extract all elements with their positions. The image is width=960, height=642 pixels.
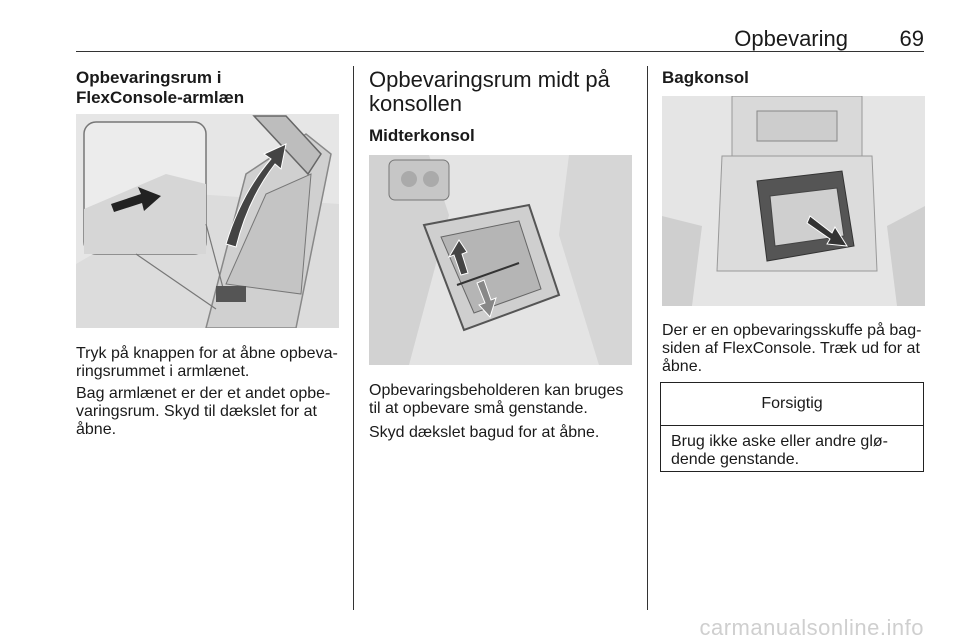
console-text-2: Skyd dækslet bagud for at åbne.	[369, 424, 600, 441]
header-rule	[76, 51, 924, 52]
armrest-text-1: Tryk på knappen for at åbne opbeva- ringsrummet i armlænet.	[76, 345, 338, 380]
section-title: Opbevaring	[734, 26, 848, 51]
rear-console-heading: Bagkonsol	[662, 68, 749, 87]
center-console-subheading: Midterkonsol	[369, 126, 475, 145]
armrest-text-2: Bag armlænet er der et andet opbe- varingsrum. Skyd til dækslet for at åbne.	[76, 385, 331, 438]
page-number: 69	[899, 26, 924, 51]
console-text-1: Opbevaringsbeholderen kan bruges til at opbevare små genstande.	[369, 382, 624, 417]
armrest-illustration	[76, 114, 339, 328]
center-console-illustration	[369, 155, 632, 365]
caution-box	[660, 382, 924, 472]
caution-title: Forsigtig	[661, 383, 923, 426]
watermark: carmanualsonline.info	[699, 615, 924, 640]
column-divider-2	[647, 66, 648, 610]
rear-console-text: Der er en opbevaringsskuffe på bag- siden af FlexConsole. Træk ud for at åbne.	[662, 322, 922, 375]
column-divider-1	[353, 66, 354, 610]
caution-text: Brug ikke aske eller andre glø- dende genstande.	[671, 433, 888, 468]
rear-console-illustration	[662, 96, 925, 306]
console-storage-heading: Opbevaringsrum midt på konsollen	[369, 67, 610, 116]
armrest-storage-heading: Opbevaringsrum i FlexConsole-armlæn	[76, 68, 245, 107]
